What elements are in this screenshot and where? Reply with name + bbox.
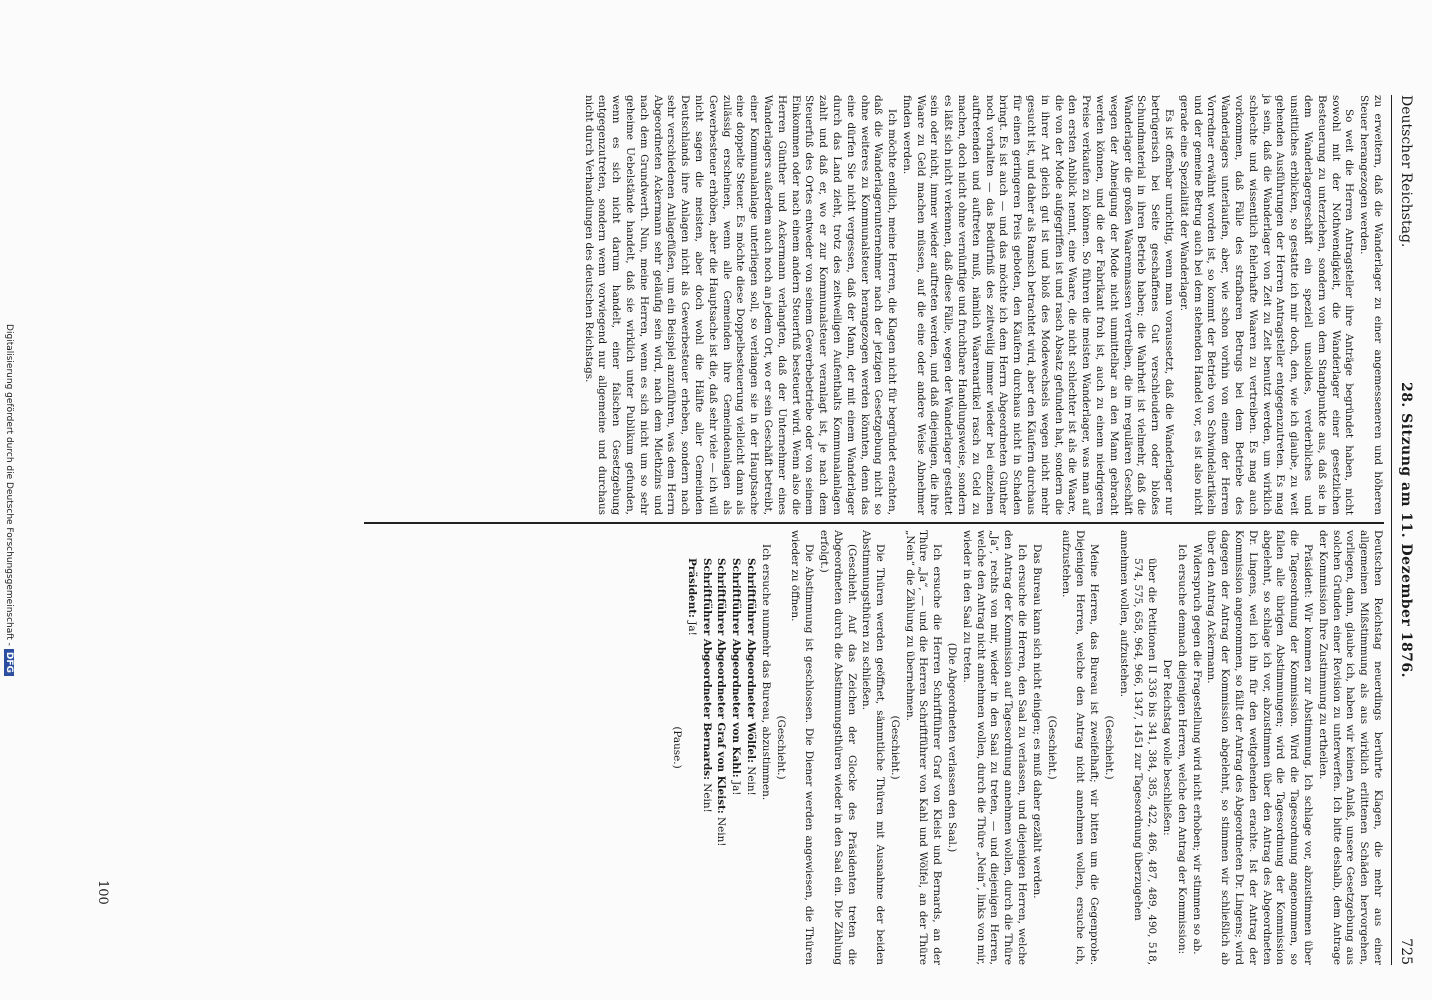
vote-line	[714, 530, 728, 965]
vote-name: Schriftführer Abgeordneter Bernards:	[700, 558, 713, 780]
paragraph: Ich ersuche die Herren Schriftführer Graf von Kleist und Bernards, an der Thüre „Ja“, — und die Herren Schriftführer von Kahl und Wölfel, an der Thüre „Nein“ die Zählung zu übernehmen.	[903, 530, 944, 965]
vote-line	[684, 530, 698, 965]
paragraph: Meine Herren, das Bureau ist zweifelhaft; wir bitten um die Gegenprobe. Diejenigen Herren, welche den Antrag nicht annehmen wollen, ersuche ich, aufzustehen.	[1060, 530, 1101, 965]
paragraph: Die Abstimmung ist geschlossen. Die Diener werden angewiesen, die Thüren wieder zu öffnen.	[789, 530, 816, 965]
paragraph: zu erweitern, daß die Wanderlager zu einer angemesseneren und höheren Steuer herangezogen werden.	[1358, 95, 1384, 515]
motion-text: über die Petitionen II 336 bis 341, 384, 385, 422, 486, 487, 489, 490, 518, 574, 575, 658, 964, 966, 1347, 1451 zur Tagesordnung überzugehen	[1132, 558, 1159, 965]
paragraph: Das Bureau kann sich nicht einigen; es muß daher gezählt werden.	[1030, 544, 1043, 899]
column-divider	[364, 522, 1384, 524]
footer-text: Digitalisierung gefördert durch die Deutsche Forschungsgemeinschaft -	[4, 324, 14, 646]
header-page-number: 725	[1398, 938, 1414, 965]
paragraph: Widerspruch gegen die Fragestellung wird nicht erhoben; wir stimmen so ab.	[1190, 544, 1203, 955]
vote-answer: Ja!	[730, 780, 743, 796]
stage-direction: (Geschieht.)	[774, 715, 787, 780]
stage-direction: (Geschieht. Auf das Zeichen der Glocke des Präsidenten treten die Abgeordneten durch die Abstimmungsthüren wieder in den Saal ein. Die Zählung erfolgt.)	[817, 530, 858, 965]
digitization-footer	[4, 0, 14, 1000]
paragraph: So weit die Herren Antragsteller ihre Anträge begründet haben, nicht sowohl mit der Nothwendigkeit, die Wanderlager einer gesetzlichen Besteuerung zu unterziehen, sondern von dem Standpunkte aus, daß sie in dem Wanderlagergeschäft ein speziell unsolides, verderbliches und unsittliches erblicken, so gestatte ich mir doch, den, wie ich glaube, zu weit gehenden Ausführungen der Herren Antragsteller entgegenzutreten. Es mag ja sein, daß die Wanderlager von Zeit zu Zeit benutzt werden, um wirklich schlechte und wissentlich fehlerhafte Waaren zu vertreiben. Es mag auch vorkommen, daß Fälle des strafbaren Betrugs bei dem Betriebe des Wanderlagers unterlaufen, aber, wie schon vorhin von einem der Herren Vorredner erwähnt worden ist, so kommt der Betrieb von Schwindelartikeln und der gemeine Betrug auch bei dem stehenden Handel vor, es ist also nicht gerade eine Spezialität der Wanderlager.	[1177, 95, 1356, 515]
stage-direction: (Pause.)	[670, 726, 683, 769]
vote-answer: Nein!	[715, 817, 728, 847]
paragraph: Die Thüren werden geöffnet, sämmtliche Thüren mit Ausnahme der beiden Abstimmungsthüren zu schließen.	[860, 530, 887, 965]
vote-answer: Nein!	[700, 783, 713, 813]
page-header	[1391, 95, 1420, 965]
paragraph: Ich möchte endlich, meine Herren, die Klagen nicht für begründet erachten, daß die Wanderlagerunternehmer nach der jetzigen Gesetzgebung nicht so ohne weiteres zu Kommunalsteuer herangezogen werden könnten, denn das eine dürfen Sie nicht vergessen, daß der Mann, der mit einem Wanderlager durch das Land zieht, trotz des zeitweiligen Aufenthalts Kommunalanlagen zahlt und daß er, wo er zur Kommunalsteuer veranlagt ist, je nach dem Steuerfuß des Ortes entweder von seinem Gewerbebetriebe oder von seinem Einkommen oder nach einem andern Steuerfuß besteuert wird. Wenn also die Herren Günther und Ackermann verlangten, daß der Unternehmer eines Wanderlagers außerdem auch noch an jedem Ort, wo er sein Geschäft betreibt, einer Kommunalanlage unterliegen soll, so verlangen sie in der Hauptsache eine doppelte Steuer. Es möchte diese Doppelbesteuerung vielleicht dann als zulässig erscheinen, wenn alle Gemeinden ihre Gemeindeanlagen als Gewerbesteuer erhöben, aber die Hauptsache ist die, daß sehr viele — ich will nicht sagen die meisten, aber doch wohl die Hälfte aller Gemeinden Deutschlands ihre Anlagen nicht als Gewerbesteuer erheben, sondern nach sehr verschiedenen Anlagefüßen, um ein Beispiel anzuführen, was dem Herrn Abgeordneten Ackermann sehr geläufig sein wird, nach dem Miethzins und nach dem Grundwerth. Nun, meine Herren, wenn es sich nicht um so sehr geheime Uebelstände handelt, daß sie wirklich unter Publikum gefunden, wenn es sich nicht darum handelt, einer falschen Gesetzgebung entgegenzutreten, sondern wenn vorwiegend nur allgemeine und durchaus nicht durch Verhandlungen des deutschen Reichstags.	[582, 95, 899, 515]
paragraph: Ich ersuche nunmehr das Bureau, abzustimmen.	[759, 544, 772, 801]
vote-name: Schriftführer Abgeordneter Graf von Kleist:	[715, 558, 728, 814]
vote-line	[728, 530, 742, 965]
vote-line	[699, 530, 713, 965]
motion-intro: Der Reichstag wolle beschließen:	[1161, 659, 1174, 836]
vote-name: Schriftführer Abgeordneter Wölfel:	[744, 558, 757, 763]
stage-direction: (Geschieht.)	[888, 715, 901, 780]
dfg-logo-icon: DFG	[4, 649, 14, 676]
left-column	[580, 95, 1384, 515]
president-speech: Präsident: Wir kommen zur Abstimmung. Ich schlage vor, abzustimmen über die Tagesordnung der Kommission. Wird die Tagesordnung angenommen, so fallen alle übrigen Abstimmungen; wird die Tagesordnung der Kommission abgelehnt, so schlage ich vor, abzustimmen über den Antrag des Abgeordneten Dr. Lingens, weil ich ihn für den weitgehenden erachte. Ist der Antrag der Kommission angenommen, so fällt der Antrag des Abgeordneten Dr. Lingens; wird dagegen der Antrag der Kommission abgelehnt, so stimmen wir schließlich ab über den Antrag Ackermann.	[1205, 530, 1315, 965]
stage-direction: (Geschieht.)	[1045, 715, 1058, 780]
right-column	[668, 530, 1384, 965]
printed-page-number: 100	[95, 880, 110, 905]
paragraph: Ich ersuche demnach diejenigen Herren, welche den Antrag der Kommission:	[1175, 544, 1188, 955]
vote-answer: Nein!	[744, 766, 757, 796]
stage-direction: (Geschieht.)	[1102, 715, 1115, 780]
paragraph: Ich ersuche die Herren, den Saal zu verlassen, und diejenigen Herren, welche den Antrag der Kommission auf Tagesordnung annehmen wollen, durch die Thüre „Ja“, rechts von mir, wieder in den Saal zu treten, — und diejenigen Herren, welche den Antrag nicht annehmen wollen, durch die Thüre „Nein“, links von mir, wieder in den Saal zu treten.	[960, 530, 1029, 965]
paragraph: annehmen wollen, aufzustehen.	[1117, 530, 1130, 698]
paragraph: Es ist offenbar unrichtig, wenn man voraussetzt, daß die Wanderlager nur betrügerisch bei Seite geschaffenes Gut verschleudern oder bloßes Schundmaterial in ihren Betrieb haben; die Wahrheit ist vielmehr, daß die Wanderlager die großen Waarenmassen vertreiben, die im regulären Geschäft wegen der Abneigung der Mode nicht unmittelbar an den Mann gebracht werden können, und die der Fabrikant froh ist, auch zu einem niedrigeren Preise verkaufen zu können. So führen die meisten Wanderlager, was man auf den ersten Anblick nennt, eine Waare, die nicht schlechter ist als die Waare, die von der Mode aufgegriffen ist und rasch Absatz gefunden hat, sondern die in ihrer Art gleich gut ist und bloß des Modewechsels wegen nicht mehr gesucht ist, und daher als Ramsch betrachtet wird, aber den Käufern durchaus für einen geringeren Preis geboten, den Käufern durchaus nicht in Schaden bringt. Es ist auch — und das möchte ich dem Herrn Abgeordneten Günther noch vorhalten — das Bedürfniß des zeitweilig immer wieder bei einzelnen auftretenden und auftreten muß, nämlich Waarenartikel rasch zu Geld zu machen, doch nicht ohne vernünftige und fruchtbare Handlungsweise, sondern es läßt sich nicht verkennen, daß diese Fälle, wegen der Wanderlager gestattet sein oder nicht, immer wieder auftreten werden, und daß diejenigen, die ihre Waare zu Geld machen müssen, auf die eine oder andere Weise Abnehmer finden werden.	[900, 95, 1176, 515]
stage-direction: (Die Abgeordneten verlassen den Saal.)	[946, 642, 959, 853]
vote-line	[743, 530, 757, 965]
vote-answer: Ja!	[685, 621, 698, 636]
vote-name: Schriftführer Abgeordneter von Kahl:	[730, 558, 743, 778]
vote-name: Präsident:	[685, 558, 698, 618]
header-publication: Deutscher Reichstag.	[1398, 95, 1414, 248]
header-session: 28. Sitzung am 11. Dezember 1876.	[1398, 381, 1414, 679]
paragraph: Deutschen Reichstag neuerdings berührte Klagen, die mehr aus einer allgemeinen Mißstimmung als aus wirklich erlittenen Schäden hervorgehen, vorliegen, dann, glaube ich, haben wir keinen Anlaß, unsere Gesetzgebung aus solchen Gründen einer Revision zu unterwerfen. Ich bitte deshalb, dem Antrage der Kommission Ihre Zustimmung zu ertheilen.	[1316, 530, 1384, 965]
